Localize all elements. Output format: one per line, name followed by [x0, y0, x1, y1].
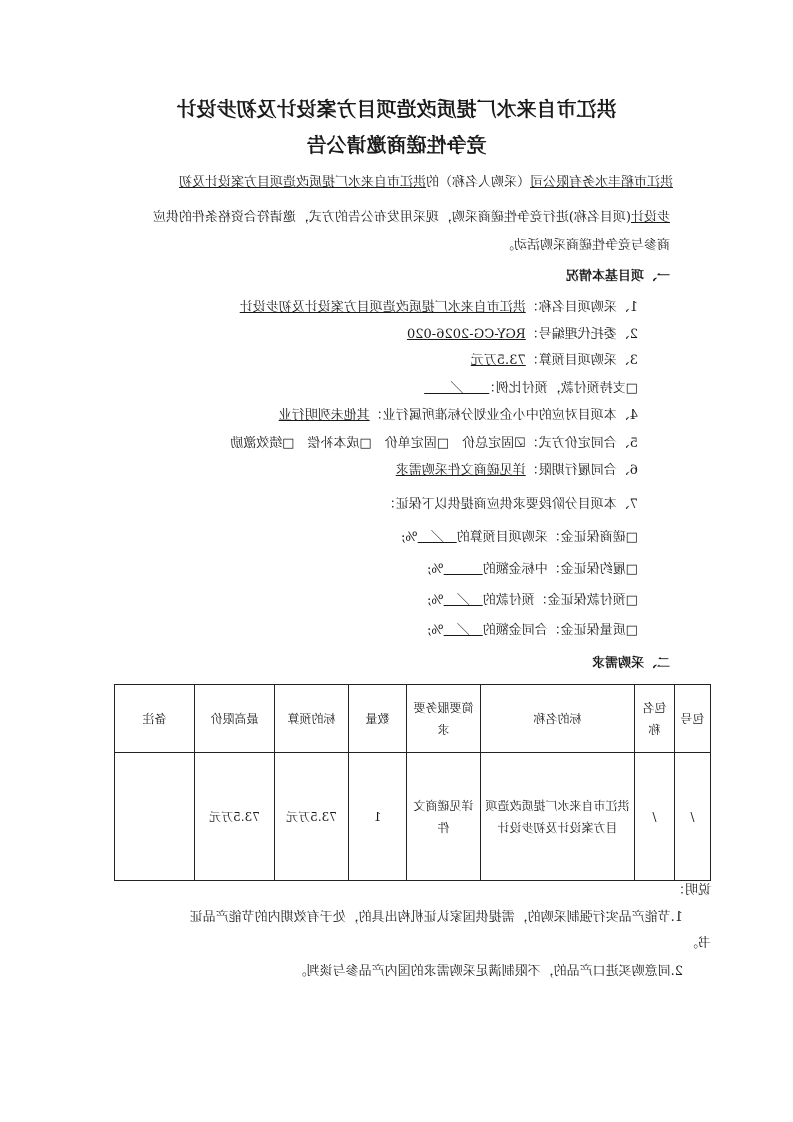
- guarantee-performance: [0, 561, 793, 579]
- percent-sign: %;: [426, 623, 444, 638]
- notes-title: 说明：: [671, 883, 711, 898]
- cell-item-budget: 73.5万元: [275, 753, 349, 881]
- item-3: [0, 352, 793, 370]
- cell-remark: [115, 753, 195, 881]
- prepay-line: [0, 380, 793, 398]
- section-2-heading: 二、采购需求: [591, 656, 670, 671]
- guarantee-performance-value: [444, 562, 483, 577]
- table-header-row: [115, 685, 711, 753]
- prepay-label: □支持预付款，预付比例：: [489, 381, 638, 396]
- header-pkg-name: 包名称: [635, 685, 675, 753]
- cell-pkg-no: /: [675, 753, 711, 881]
- title-line-1: 洪江市自来水厂提质改造项目方案设计及初步设计: [176, 97, 617, 121]
- purchaser-name: 洪江市稻丰水务有限公司: [529, 175, 673, 190]
- header-quantity: 数量: [349, 685, 407, 753]
- header-remark: 备注: [115, 685, 195, 753]
- cell-item-name: 洪江市自来水厂提质改造项目方案设计及初步设计: [481, 753, 635, 881]
- project-name-inline-end: 步设计: [630, 210, 670, 225]
- guarantee-quality-value: ／: [443, 623, 483, 638]
- header-item-name: 标的名称: [481, 685, 635, 753]
- guarantee-quality: [0, 622, 793, 640]
- guarantee-bid-label: □磋商保证金：采购项目预算的: [456, 530, 638, 545]
- item-6-value: 详见磋商文件采购需求: [395, 463, 526, 478]
- item-3-label: 3、采购项目预算：: [525, 353, 638, 368]
- item-5: [0, 435, 793, 453]
- intro-line-1: [0, 174, 793, 192]
- intro-text: （采购人名称）的: [425, 175, 530, 190]
- intro-line-3: 商参与竞争性磋商采购活动。: [500, 238, 670, 253]
- title-line-2: 竞争性磋商邀请公告: [306, 133, 487, 157]
- item-6-label: 6、合同履行期限：: [525, 463, 638, 478]
- guarantee-quality-label: □质量保证金：合同金额的: [482, 623, 638, 638]
- guarantee-prepay: [0, 592, 793, 610]
- item-2: [0, 326, 793, 344]
- item-6: [0, 462, 793, 480]
- item-4-label: 4、本项目对应的中小企业划分标准所属行业：: [369, 408, 638, 423]
- table-row: [115, 753, 711, 881]
- item-4-value: 其他未列明行业: [278, 408, 370, 423]
- item-5-options: ☑固定总价 □固定单价 □成本补偿 □绩效激励: [230, 436, 526, 451]
- guarantee-prepay-label: □预付款保证金：预付款的: [482, 593, 638, 608]
- item-2-value: RGY-CG-2026-020: [406, 327, 526, 342]
- header-pkg-no: 包号: [675, 685, 711, 753]
- cell-business-req: 详见磋商文件: [407, 753, 481, 881]
- cell-quantity: 1: [349, 753, 407, 881]
- item-1: [0, 299, 793, 317]
- item-7: 7、本项目分阶段要求供应商提供以下保证：: [382, 497, 638, 512]
- project-name-inline: 洪江市自来水厂提质改造项目方案设计及初: [178, 175, 426, 190]
- cell-max-price: 73.5万元: [195, 753, 275, 881]
- item-1-label: 1、采购项目名称：: [525, 300, 638, 315]
- intro-text-2: (项目名称)进行竞争性磋商采购，现采用发布公告的方式，邀请符合资格条件的供应: [152, 210, 631, 225]
- item-1-value: 洪江市自来水厂提质改造项目方案设计及初步设计: [239, 300, 526, 315]
- cell-pkg-name: /: [635, 753, 675, 881]
- guarantee-bid-value: ／: [417, 530, 457, 545]
- item-3-value: 73.5万元: [470, 353, 526, 368]
- section-1-heading: 一、项目基本情况: [565, 269, 670, 284]
- guarantee-bid: [0, 529, 793, 547]
- percent-sign: %;: [426, 562, 444, 577]
- note-1-continued: 书。: [684, 936, 711, 951]
- intro-line-2: [0, 209, 793, 227]
- note-1: 1.节能产品实行强制采购的，需提供国家认证机构出具的，处于有效期内的节能产品证: [189, 910, 683, 925]
- header-item-budget: 标的预算: [275, 685, 349, 753]
- guarantee-prepay-value: ／: [443, 593, 483, 608]
- item-5-label: 5、合同定价方式：: [525, 436, 638, 451]
- item-4: [0, 407, 793, 425]
- note-2: 2.同意购买进口产品的，不限制满足采购需求的国内产品参与谈判。: [293, 964, 683, 979]
- prepay-value: ／: [424, 381, 490, 396]
- header-max-price: 最高限价: [195, 685, 275, 753]
- procurement-table: [114, 684, 711, 881]
- header-business-req: 简要服务要求: [407, 685, 481, 753]
- percent-sign: %;: [426, 593, 444, 608]
- guarantee-performance-label: □履约保证金：中标金额的: [482, 562, 638, 577]
- item-2-label: 2、委托代理编号：: [525, 327, 638, 342]
- percent-sign: %;: [400, 530, 418, 545]
